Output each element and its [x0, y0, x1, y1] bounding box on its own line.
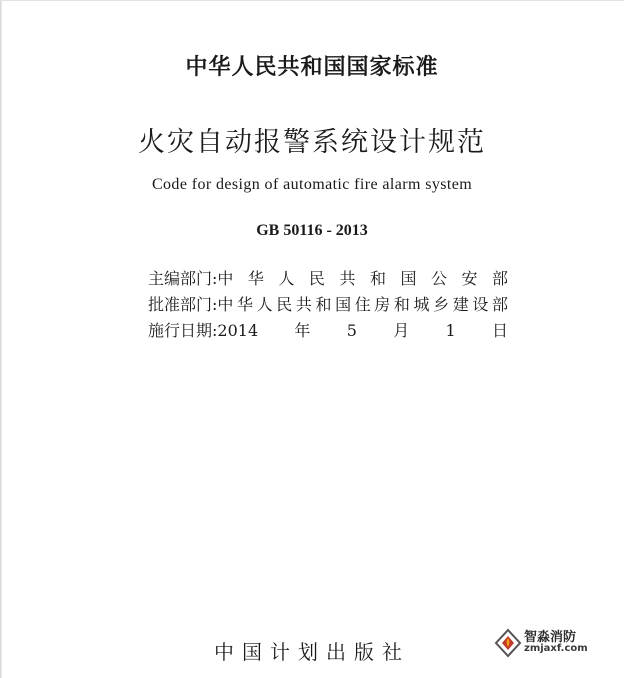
publisher: 中国计划出版社 — [214, 640, 410, 664]
meta-value: 2014年5月1日 — [217, 321, 508, 340]
watermark-url: zmjaxf.com — [524, 643, 588, 654]
watermark — [494, 626, 594, 662]
diamond-flame-logo-icon — [494, 628, 522, 658]
standard-header: 中华人民共和国国家标准 — [185, 55, 439, 80]
meta-row-approving-dept — [148, 292, 508, 318]
standard-code: GB 50116 - 2013 — [256, 222, 368, 239]
meta-label: 施行日期: — [148, 321, 218, 340]
metadata-block — [148, 266, 508, 344]
meta-value: 中华人民共和国公安部 — [217, 269, 508, 288]
title-english: Code for design of automatic fire alarm system — [151, 176, 473, 193]
title-chinese: 火灾自动报警系统设计规范 — [138, 127, 486, 158]
meta-label: 主编部门: — [148, 269, 218, 288]
meta-value: 中华人民共和国住房和城乡建设部 — [217, 295, 508, 314]
meta-row-chief-editor — [148, 266, 508, 292]
watermark-name: 智淼消防 — [524, 630, 577, 645]
meta-label: 批准部门: — [148, 295, 218, 314]
page-edge-shadow — [0, 0, 2, 678]
meta-row-effective-date — [148, 318, 508, 344]
page-edge-top — [0, 0, 624, 1]
